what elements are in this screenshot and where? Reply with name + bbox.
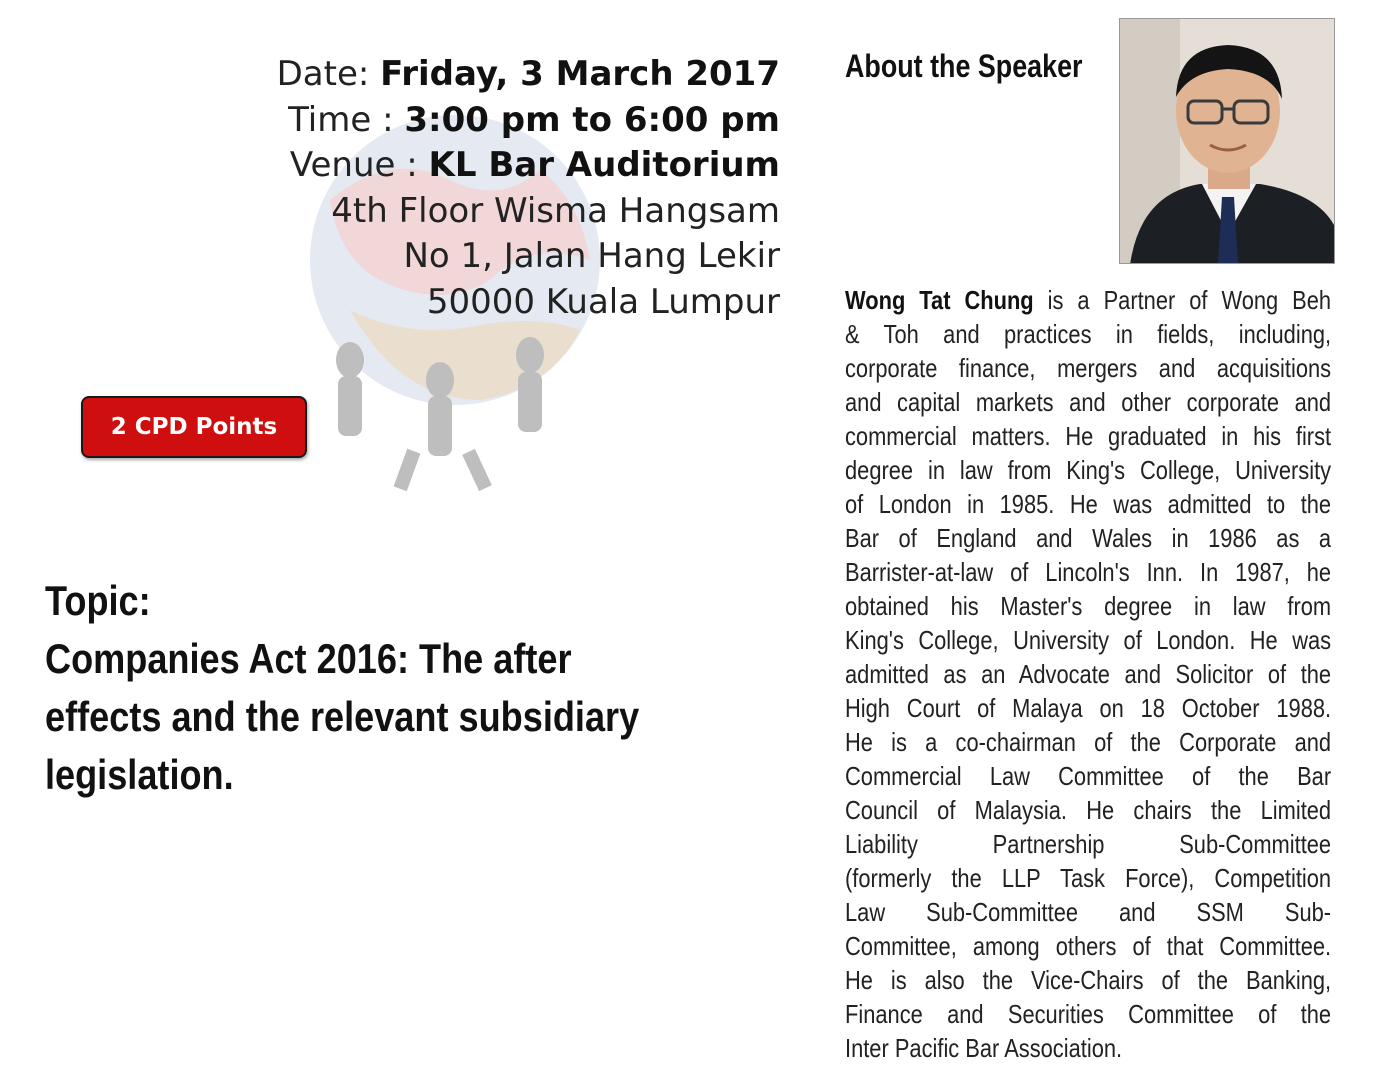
bio-line bbox=[845, 793, 1331, 827]
bio-line-text: admitted as an Advocate and Solicitor of the bbox=[845, 659, 1332, 689]
address-line-1: 4th Floor Wisma Hangsam bbox=[331, 190, 780, 231]
bio-line-text: Inter Pacific Bar Association. bbox=[845, 1033, 1123, 1063]
bio-line bbox=[845, 963, 1331, 997]
bio-line bbox=[845, 725, 1331, 759]
bio-line-text: King's College, University of London. He was bbox=[845, 625, 1332, 655]
bio-line-text: Finance and Securities Committee of the bbox=[845, 999, 1332, 1029]
bio-line bbox=[845, 759, 1331, 793]
bio-line bbox=[845, 691, 1331, 725]
bio-line-text: Bar of England and Wales in 1986 as a bbox=[845, 523, 1332, 553]
time-value: 3:00 pm to 6:00 pm bbox=[404, 99, 780, 140]
bio-line-text: and capital markets and other corporate and bbox=[845, 387, 1332, 417]
bio-line bbox=[845, 317, 1331, 351]
event-details bbox=[200, 52, 780, 325]
date-value: Friday, 3 March 2017 bbox=[380, 54, 780, 94]
address-line-3: 50000 Kuala Lumpur bbox=[426, 281, 780, 322]
speaker-name: Wong Tat Chung bbox=[845, 285, 1034, 315]
bio-line-text: Committee, among others of that Committee. bbox=[845, 931, 1332, 961]
speaker-bio bbox=[845, 283, 1331, 1065]
speaker-photo bbox=[1119, 18, 1335, 264]
speaker-portrait-image bbox=[1120, 19, 1335, 264]
bio-line bbox=[845, 555, 1331, 589]
bio-line bbox=[845, 419, 1331, 453]
bio-line bbox=[845, 861, 1331, 895]
bio-line-text: Law Sub-Committee and SSM Sub- bbox=[845, 897, 1332, 927]
bio-line bbox=[845, 827, 1331, 861]
bio-line bbox=[845, 623, 1331, 657]
bio-line bbox=[845, 895, 1331, 929]
bio-line-text: obtained his Master's degree in law from bbox=[845, 591, 1332, 621]
topic-title-line-1: Companies Act 2016: The after bbox=[45, 635, 572, 682]
bio-line bbox=[845, 487, 1331, 521]
bio-line bbox=[845, 589, 1331, 623]
venue-row bbox=[200, 143, 780, 189]
bio-line bbox=[845, 929, 1331, 963]
bio-line-text: & Toh and practices in fields, including, bbox=[845, 319, 1332, 349]
venue-label: Venue : bbox=[289, 145, 429, 185]
bio-line-text: He is also the Vice-Chairs of the Banking, bbox=[845, 965, 1332, 995]
bio-line-text: Council of Malaysia. He chairs the Limited bbox=[845, 795, 1332, 825]
topic-block bbox=[45, 572, 681, 804]
bio-line-text: High Court of Malaya on 18 October 1988. bbox=[845, 693, 1332, 723]
venue-value: KL Bar Auditorium bbox=[428, 145, 780, 185]
bio-line-text: (formerly the LLP Task Force), Competition bbox=[845, 863, 1332, 893]
bio-line-text: Barrister-at-law of Lincoln's Inn. In 1987, he bbox=[845, 557, 1332, 587]
bio-line bbox=[845, 521, 1331, 555]
bio-line bbox=[845, 351, 1331, 385]
bio-line-text: is a Partner of Wong Beh bbox=[1033, 285, 1332, 315]
cpd-points-badge: 2 CPD Points bbox=[81, 396, 307, 458]
date-row bbox=[200, 52, 780, 98]
bio-line-text: corporate finance, mergers and acquisitions bbox=[845, 353, 1332, 383]
bio-line bbox=[845, 283, 1331, 317]
bio-line bbox=[845, 453, 1331, 487]
topic-title-line-2: effects and the relevant subsidiary bbox=[45, 693, 640, 740]
bio-line bbox=[845, 1031, 1331, 1065]
bio-line-text: of London in 1985. He was admitted to the bbox=[845, 489, 1332, 519]
time-row bbox=[200, 98, 780, 144]
bio-line-text: Commercial Law Committee of the Bar bbox=[845, 761, 1332, 791]
topic-label: Topic: bbox=[45, 577, 151, 624]
topic-title-line-3: legislation. bbox=[45, 751, 234, 798]
bio-line-text: commercial matters. He graduated in his first bbox=[845, 421, 1332, 451]
bio-line-text: Liability Partnership Sub-Committee bbox=[845, 829, 1332, 859]
date-label: Date: bbox=[276, 54, 381, 94]
bio-line bbox=[845, 997, 1331, 1031]
time-label: Time : bbox=[288, 99, 405, 140]
about-speaker-heading: About the Speaker bbox=[845, 48, 1083, 84]
address-line-2: No 1, Jalan Hang Lekir bbox=[403, 236, 780, 276]
bio-line bbox=[845, 385, 1331, 419]
bio-line-text: degree in law from King's College, University bbox=[845, 455, 1332, 485]
bio-line-text: He is a co-chairman of the Corporate and bbox=[845, 727, 1332, 757]
bio-line bbox=[845, 657, 1331, 691]
